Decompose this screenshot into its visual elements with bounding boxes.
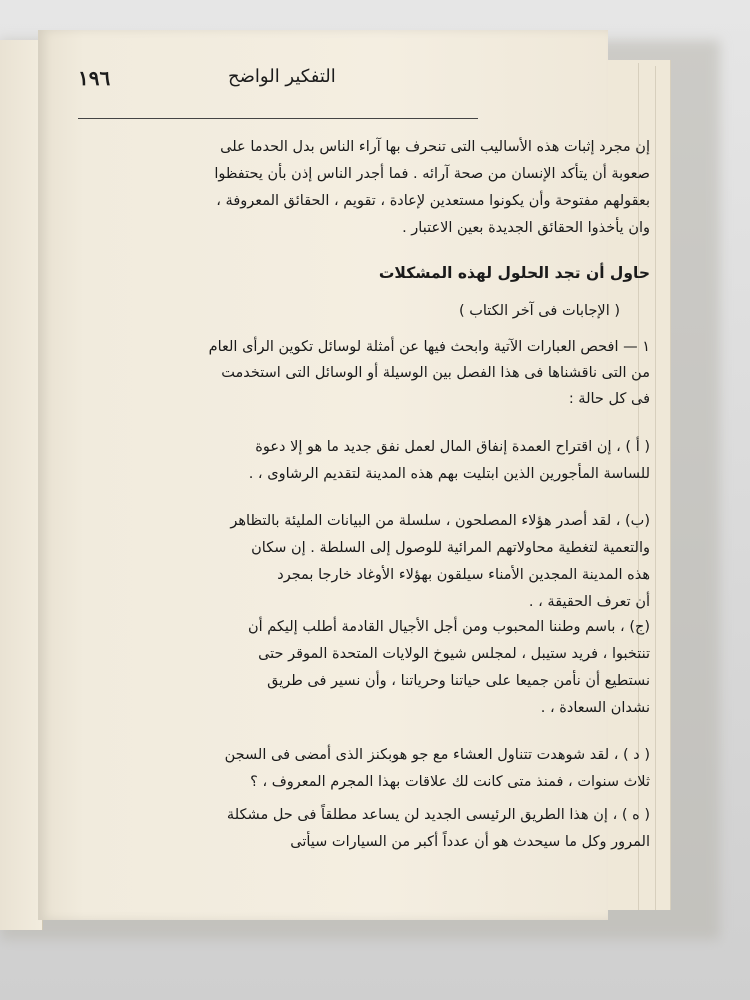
item-c-line: نشدان السعادة ، . [540,700,650,716]
item-a-line: ( أ ) ، إن اقتراح العمدة إنفاق المال لعمل نفق جديد ما هو إلا دعوة [255,439,650,455]
item-b-line: والتعمية لتغطية محاولاتهم المرائية للوصول إلى السلطة . إن سكان [251,540,650,556]
item-h-line: ( ه ) ، إن هذا الطريق الرئيسى الجديد لن يساعد مطلقاً فى حل مشكلة [226,807,650,823]
exercises-heading: حاول أن تجد الحلول لهذه المشكلات [378,264,650,282]
running-title: التفكير الواضح [228,66,336,87]
exercise-1-line: فى كل حالة : [568,391,650,407]
item-c-line: تنتخبوا ، فريد ستيبل ، لمجلس شيوخ الولايات المتحدة الموقر حتى [258,646,650,662]
answers-note: ( الإجابات فى آخر الكتاب ) [458,303,620,319]
page-header [78,62,630,98]
item-d-line: ( د ) ، لقد شوهدت تتناول العشاء مع جو هوبكنز الذى أمضى فى السجن [224,747,650,763]
intro-line: بعقولهم مفتوحة وأن يكونوا مستعدين لإعادة ، تقويم ، الحقائق المعروفة ، [216,193,650,209]
item-d-line: ثلاث سنوات ، فمنذ متى كانت لك علاقات بهذا المجرم المعروف ، ؟ [250,774,650,790]
item-a-line: للساسة المأجورين الذين ابتليت بهم هذه المدينة لتقديم الرشاوى ، . [248,466,650,482]
left-page-edge [0,40,43,930]
item-c-line: نستطيع أن نأمن جميعا على حياتنا وحرياتنا ، وأن نسير فى طريق [267,673,650,689]
item-h-line: المرور وكل ما سيحدث هو أن عدداً أكبر من السيارات سيأتى [290,834,650,850]
exercise-1-line: ١ — افحص العبارات الآتية وابحث فيها عن أمثلة لوسائل تكوين الرأى العام [208,339,650,355]
item-b-line: هذه المدينة المجدين الأمناء سيلقون بهؤلاء الأوغاد خارجا بمجرد [277,567,650,583]
exercise-1-line: من التى ناقشناها فى هذا الفصل بين الوسيلة أو الوسائل التى استخدمت [221,365,650,381]
item-b-line: أن تعرف الحقيقة ، . [528,594,650,610]
intro-line: صعوبة أن يتأكد الإنسان من صحة آرائه . فما أجدر الناس إذن بأن يحتفظوا [214,166,650,182]
item-c-line: (ج) ، باسم وطننا المحبوب ومن أجل الأجيال القادمة أطلب إليكم أن [247,619,650,635]
page-number: ١٩٦ [78,66,111,90]
intro-line: وان يأخذوا الحقائق الجديدة بعين الاعتبار . [402,220,650,236]
intro-line: إن مجرد إثبات هذه الأساليب التى تنحرف بها آراء الناس بدل الحدما على [220,139,650,155]
header-rule [78,118,478,119]
item-b-line: (ب) ، لقد أصدر هؤلاء المصلحون ، سلسلة من البيانات المليئة بالتظاهر [230,513,650,529]
